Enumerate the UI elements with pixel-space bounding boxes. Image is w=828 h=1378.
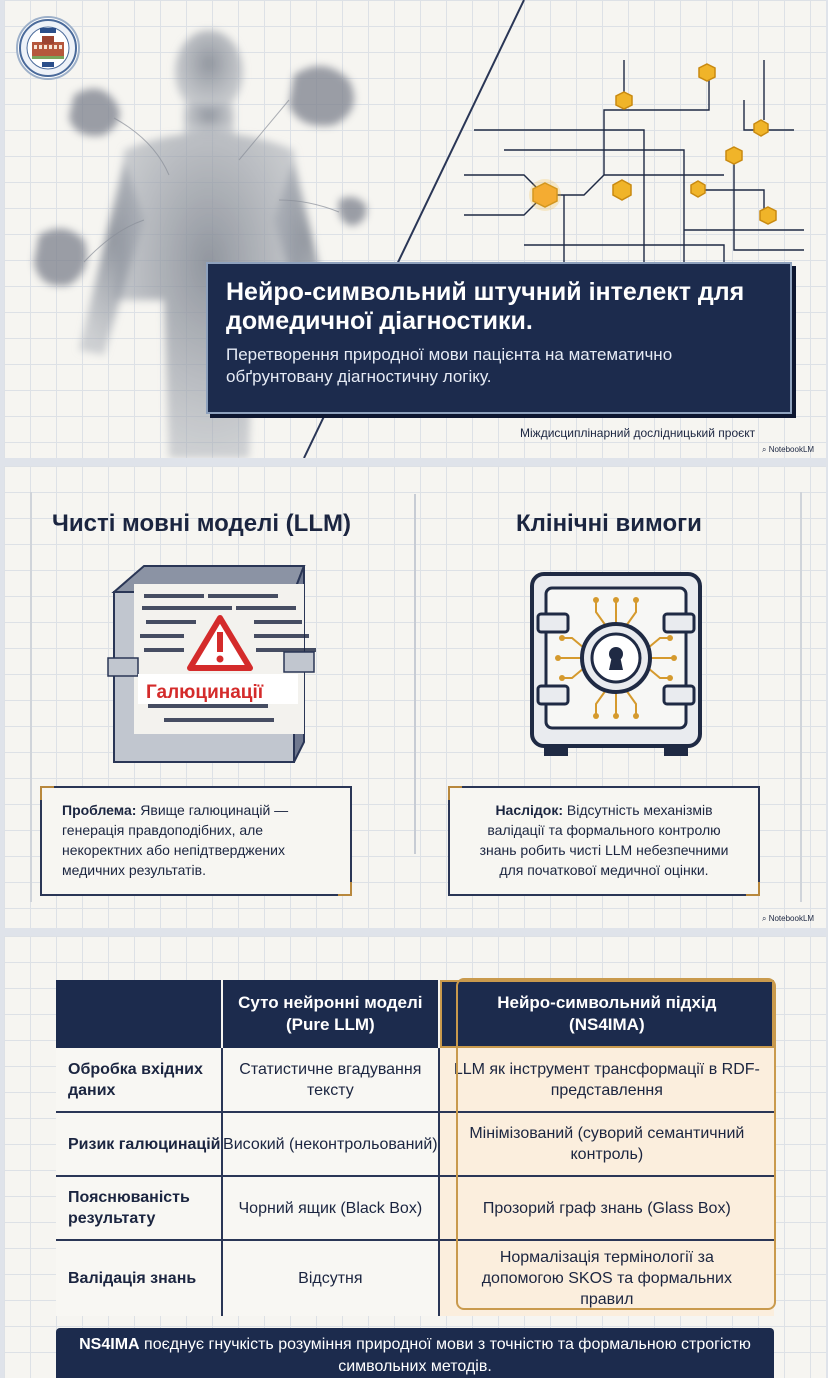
notebooklm-watermark: ⌕ NotebookLM bbox=[762, 914, 815, 923]
university-logo bbox=[16, 16, 80, 80]
broken-box-warning-icon bbox=[104, 562, 326, 770]
llm-column-title: Чисті мовні моделі (LLM) bbox=[52, 510, 351, 537]
project-label: Міждисциплінарний дослідницький проєкт bbox=[520, 426, 756, 440]
table-row-header: Валідація знань bbox=[56, 1240, 222, 1316]
problem-card bbox=[40, 786, 352, 896]
consequence-card-text: Відсутність механізмів валідації та формального контролю знань робить чисті LLM небезпечними для початкової медичної оцінки. bbox=[479, 802, 729, 878]
clinical-column-title: Клінічні вимоги bbox=[516, 510, 702, 537]
comparison-table bbox=[56, 980, 774, 1316]
summary-brand: NS4IMA bbox=[79, 1336, 140, 1353]
summary-text: поєднує гнучкість розуміння природної мови з точністю та формальною строгістю символьних методів. bbox=[144, 1336, 751, 1375]
slide-problem bbox=[4, 466, 826, 928]
table-header-cell: Нейро-символьний підхід (NS4IMA) bbox=[439, 980, 774, 1048]
consequence-card bbox=[448, 786, 760, 896]
column-divider bbox=[414, 494, 416, 854]
table-header-row bbox=[56, 980, 774, 1048]
slide-subtitle-text: Перетворення природної мови пацієнта на математично обґрунтовану діагностичну логіку. bbox=[226, 345, 673, 386]
table-row-header: Ризик галюцинацій bbox=[56, 1112, 222, 1176]
consequence-card-label: Наслідок: bbox=[495, 802, 564, 818]
table-row bbox=[56, 1176, 774, 1240]
table-row bbox=[56, 1112, 774, 1176]
circuit-nodes bbox=[533, 64, 776, 224]
problem-card-text: Явище галюцинацій — генерація правдоподібних, але некоректних або непідтверджених медичних результатів. bbox=[62, 802, 289, 878]
title-box bbox=[206, 262, 792, 414]
table-row bbox=[56, 1240, 774, 1316]
problem-card-label: Проблема: bbox=[62, 802, 137, 818]
frame-right bbox=[800, 492, 802, 902]
table-cell: Прозорий граф знань (Glass Box) bbox=[439, 1176, 774, 1240]
vault-lock-icon bbox=[528, 570, 704, 760]
table-cell: Високий (неконтрольований) bbox=[222, 1112, 439, 1176]
table-header-cell: Суто нейронні моделі (Pure LLM) bbox=[222, 980, 439, 1048]
hallucination-badge: Галюцинації bbox=[146, 682, 264, 703]
notebooklm-watermark: ⌕ NotebookLM bbox=[762, 445, 815, 454]
table-cell: Відсутня bbox=[222, 1240, 439, 1316]
table-header-cell bbox=[56, 980, 222, 1048]
frame-left bbox=[30, 492, 32, 902]
table-cell: Статистичне вгадування тексту bbox=[222, 1048, 439, 1112]
slide-comparison bbox=[4, 936, 826, 1378]
table-row-header: Пояснюваність результату bbox=[56, 1176, 222, 1240]
table-row-header: Обробка вхідних даних bbox=[56, 1048, 222, 1112]
summary-banner bbox=[56, 1328, 774, 1378]
table-row bbox=[56, 1048, 774, 1112]
table-cell: Нормалізація термінології за допомогою SKOS та формальних правил bbox=[439, 1240, 774, 1316]
table-cell: Мінімізований (суворий семантичний контроль) bbox=[439, 1112, 774, 1176]
slide-title-text: Нейро-символьний штучний інтелект для домедичної діагностики. bbox=[226, 278, 745, 335]
slide-title bbox=[4, 0, 826, 458]
table-cell: Чорний ящик (Black Box) bbox=[222, 1176, 439, 1240]
table-cell: LLM як інструмент трансформації в RDF-представлення bbox=[439, 1048, 774, 1112]
